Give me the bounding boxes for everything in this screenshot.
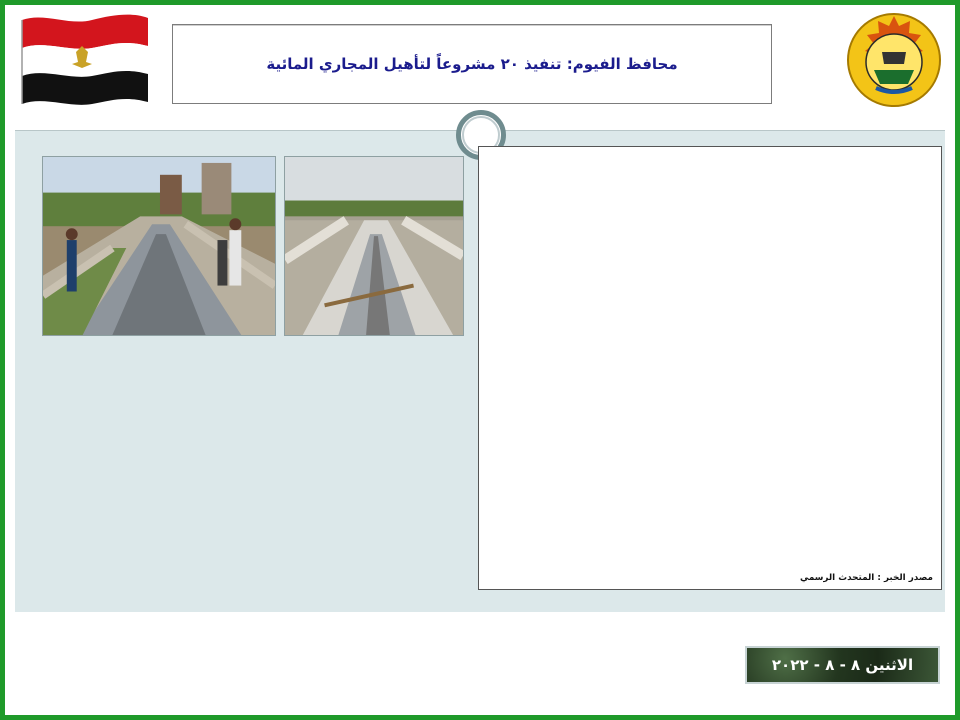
date-bar <box>745 646 940 684</box>
canal-photo-1 <box>42 156 276 336</box>
fayoum-logo-icon <box>846 12 942 108</box>
page-title: محافظ الفيوم: تنفيذ ٢٠ مشروعاً لتأهيل المجاري المائية <box>266 55 678 73</box>
egypt-flag-icon <box>14 10 154 108</box>
title-box <box>172 24 772 104</box>
news-source: مصدر الخبر : المتحدث الرسمي <box>799 573 933 583</box>
date-text: الاثنين ٨ - ٨ - ٢٠٢٢ <box>771 656 914 674</box>
article-box <box>478 146 942 590</box>
canal-photo-2 <box>284 156 464 336</box>
